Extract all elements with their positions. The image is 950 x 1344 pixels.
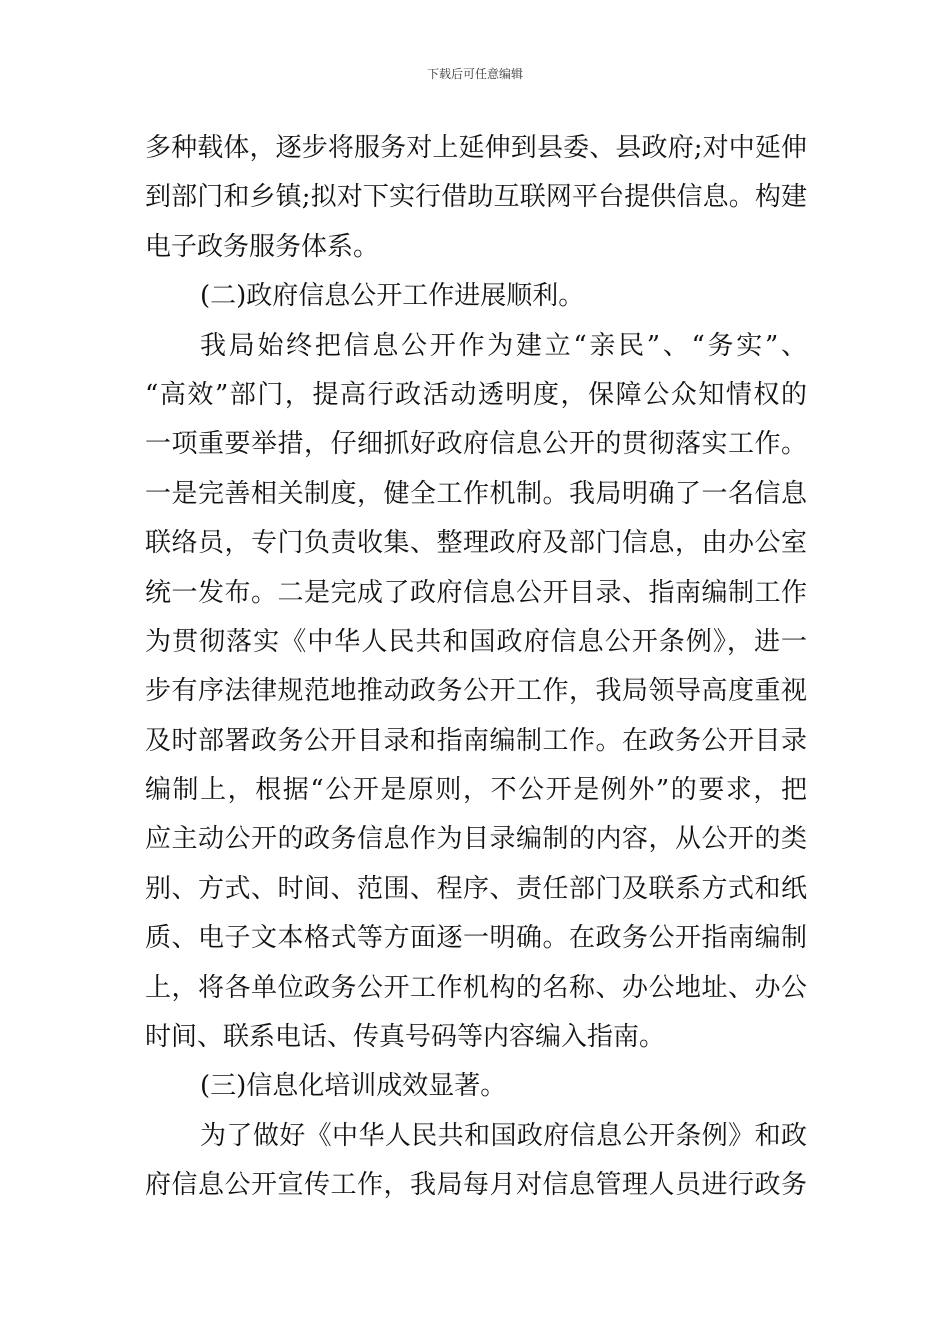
body-line: 为贯彻落实《中华人民共和国政府信息公开条例》，进一 bbox=[145, 626, 807, 657]
body-line: 应主动公开的政务信息作为目录编制的内容，从公开的类 bbox=[145, 824, 807, 855]
body-line: 多种载体，逐步将服务对上延伸到县委、县政府;对中延伸 bbox=[145, 133, 807, 163]
page-header-note: 下载后可任意编辑 bbox=[426, 67, 523, 81]
body-line: 及时部署政务公开目录和指南编制工作。在政务公开目录 bbox=[145, 725, 807, 756]
body-line: 电子政务服务体系。 bbox=[145, 231, 380, 262]
body-line: 时间、联系电话、传真号码等内容编入指南。 bbox=[145, 1022, 666, 1053]
section-heading: (三)信息化培训成效显著。 bbox=[200, 1071, 507, 1102]
body-line: 一项重要举措，仔细抓好政府信息公开的贯彻落实工作。 bbox=[145, 429, 807, 460]
body-line: 府信息公开宣传工作，我局每月对信息管理人员进行政务 bbox=[145, 1170, 807, 1201]
body-line: 别、方式、时间、范围、程序、责任部门及联系方式和纸 bbox=[145, 873, 807, 904]
body-line: 步有序法律规范地推动政务公开工作，我局领导高度重视 bbox=[145, 676, 807, 707]
body-line: 统一发布。二是完成了政府信息公开目录、指南编制工作 bbox=[145, 577, 807, 608]
document-body bbox=[145, 124, 807, 1211]
body-line: 为了做好《中华人民共和国政府信息公开条例》和政 bbox=[200, 1120, 807, 1151]
body-line: 上，将各单位政务公开工作机构的名称、办公地址、办公 bbox=[145, 972, 807, 1003]
body-line: 质、电子文本格式等方面逐一明确。在政务公开指南编制 bbox=[145, 923, 807, 954]
body-line: 一是完善相关制度，健全工作机制。我局明确了一名信息 bbox=[145, 478, 807, 509]
body-line: “高效”部门，提高行政活动透明度，保障公众知情权的 bbox=[145, 379, 807, 410]
section-heading: (二)政府信息公开工作进展顺利。 bbox=[200, 281, 585, 312]
body-line: 我局始终把信息公开作为建立“亲民”、“务实”、 bbox=[200, 330, 807, 361]
body-line: 编制上，根据“公开是原则，不公开是例外”的要求，把 bbox=[145, 775, 807, 806]
body-line: 联络员，专门负责收集、整理政府及部门信息，由办公室 bbox=[145, 528, 807, 559]
body-line: 到部门和乡镇;拟对下实行借助互联网平台提供信息。构建 bbox=[145, 182, 807, 213]
